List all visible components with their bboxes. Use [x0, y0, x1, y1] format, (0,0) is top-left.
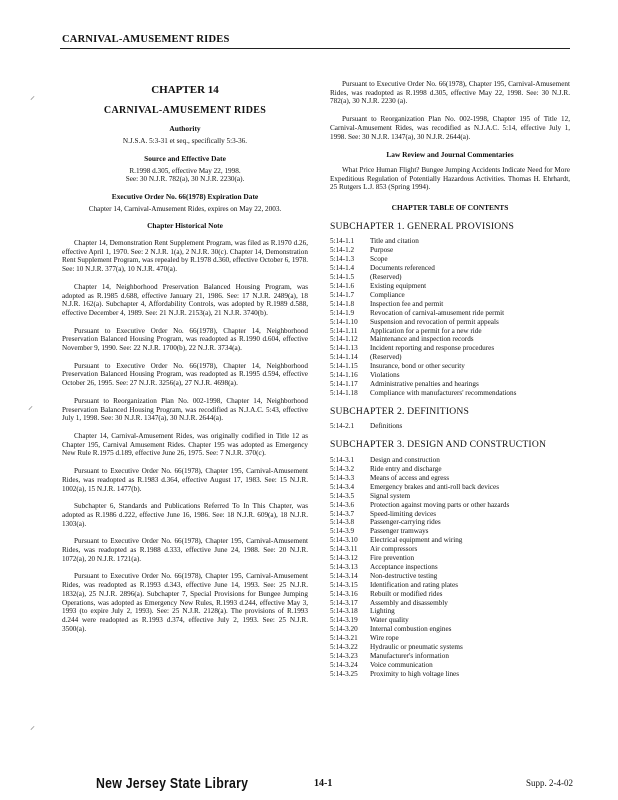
section-number: 5:14-3.20: [330, 625, 358, 634]
page-number: 14-1: [314, 778, 333, 789]
section-title: Protection against moving parts or other hazards: [370, 500, 510, 509]
section-title: Suspension and revocation of permit appeals: [370, 317, 499, 326]
authority-text: N.J.S.A. 5:3-31 et seq., specifically 5:3-36.: [122, 137, 248, 146]
historical-paragraph: Pursuant to Executive Order No. 66(1978), Chapter 14, Neighborhood Preservation Balanced Housing Program, was readopted as R.1990 d.604, effective November 9, 1990. See: 22 N.J.R. 1700(b), 22 N.J.R. 3734(a).: [62, 326, 308, 353]
section-number: 5:14-3.22: [330, 643, 358, 652]
section-title: Violations: [370, 371, 400, 380]
section-number: 5:14-3.8: [330, 518, 355, 527]
toc-entry: [330, 492, 570, 501]
toc-entry: [330, 465, 570, 474]
toc-entry: [330, 536, 570, 545]
toc-entry: [330, 670, 570, 679]
toc-entry: [330, 483, 570, 492]
subchapter-title: SUBCHAPTER 1. GENERAL PROVISIONS: [330, 220, 515, 232]
section-title: Hydraulic or pneumatic systems: [370, 643, 463, 652]
toc-entry: [330, 309, 570, 318]
section-title: Fire prevention: [370, 554, 415, 563]
historical-paragraph: Chapter 14, Neighborhood Preservation Balanced Housing Program, was adopted as R.1985 d.688, effective January 21, 1986. See: 17 N.J.R. 2489(a), 18 N.J.R. 162(a). Subchapter 4, Affordability Controls, was adopted by R.1989 d.588, effective December 4, 1989. See: 21 N.J.R. 2153(a), 21 N.J.R. 3740(b).: [62, 282, 308, 317]
section-title: Passenger-carrying rides: [370, 518, 441, 527]
exec-order-text: Chapter 14, Carnival-Amusement Rides, expires on May 22, 2003.: [88, 204, 282, 213]
section-number: 5:14-3.1: [330, 456, 355, 465]
section-number: 5:14-3.25: [330, 669, 358, 678]
table-of-contents: [330, 220, 570, 679]
source-text-2: See: 30 N.J.R. 782(a), 30 N.J.R. 2230(a).: [125, 175, 245, 184]
section-title: Incident reporting and response procedures: [370, 344, 495, 353]
toc-entry: [330, 237, 570, 246]
toc-entry: [330, 362, 570, 371]
section-number: 5:14-2.1: [330, 422, 355, 431]
historical-paragraph: Pursuant to Executive Order No. 66(1978), Chapter 195, Carnival-Amusement Rides, was readopted as R.1998 d.305, effective May 22, 1998. See: 30 N.J.R. 782(a), 30 N.J.R. 2230 (a).: [330, 80, 570, 106]
section-number: 5:14-1.10: [330, 317, 358, 326]
exec-order-heading: Executive Order No. 66(1978) Expiration Date: [111, 191, 259, 201]
section-title: Lighting: [370, 607, 395, 616]
law-review-heading: Law Review and Journal Commentaries: [386, 150, 514, 160]
section-title: Documents referenced: [370, 264, 435, 273]
historical-paragraph: Chapter 14, Demonstration Rent Supplement Program, was filed as R.1970 d.26, effective April 1, 1970. See: 2 N.J.R. 1(a), 2 N.J.R. 30(c). Chapter 14, Demonstration Rent Supplement Program, was repealed by R.1978 d.360, effective October 6, 1978. See: 10 N.J.R. 377(a), 10 N.J.R. 470(a).: [62, 239, 308, 274]
toc-entry: [330, 599, 570, 608]
section-title: Water quality: [370, 616, 409, 625]
section-number: 5:14-1.18: [330, 388, 358, 397]
section-title: (Reserved): [370, 353, 402, 362]
section-title: Administrative penalties and hearings: [370, 379, 479, 388]
toc-entry: [330, 327, 570, 336]
section-title: Title and citation: [370, 237, 419, 246]
header-rule: [60, 48, 570, 49]
chapter-number: CHAPTER 14: [151, 84, 219, 96]
section-number: 5:14-3.4: [330, 482, 355, 491]
section-title: Compliance: [370, 290, 405, 299]
toc-entry: [330, 634, 570, 643]
section-number: 5:14-3.11: [330, 545, 358, 554]
section-title: Speed-limiting devices: [370, 509, 437, 518]
toc-entry: [330, 572, 570, 581]
section-number: 5:14-3.24: [330, 660, 358, 669]
historical-paragraph: Pursuant to Executive Order No. 66(1978), Chapter 195, Carnival-Amusement Rides, was readopted as R.1988 d.333, effective June 24, 1988. See: 20 N.J.R. 1072(a), 20 N.J.R. 1721(a).: [62, 537, 308, 563]
section-title: Manufacturer's information: [370, 652, 449, 660]
section-title: Non-destructive testing: [370, 571, 438, 580]
toc-entry: [330, 563, 570, 572]
toc-entry: [330, 616, 570, 625]
section-number: 5:14-3.17: [330, 598, 358, 607]
section-title: Application for a permit for a new ride: [370, 326, 482, 335]
library-stamp: New Jersey State Library: [96, 775, 249, 792]
historical-paragraph: Pursuant to Reorganization Plan No. 002-1998, Chapter 195 of Title 12, Carnival-Amusement Rides, was recodified as N.J.A.C. 5:14, effective July 1, 1998. See: 30 N.J.R. 1347(a), 30 N.J.R. 2644(a).: [330, 115, 570, 141]
toc-entry: [330, 625, 570, 634]
section-title: Existing equipment: [370, 281, 427, 290]
section-number: 5:14-1.6: [330, 281, 355, 290]
section-title: Insurance, bond or other security: [370, 362, 465, 371]
section-title: Electrical equipment and wiring: [370, 536, 463, 545]
section-number: 5:14-1.11: [330, 326, 358, 335]
section-number: 5:14-1.16: [330, 371, 358, 380]
section-number: 5:14-1.15: [330, 362, 358, 371]
toc-entry: [330, 652, 570, 661]
section-title: Revocation of carnival-amusement ride permit: [370, 308, 505, 317]
section-title: Purpose: [370, 246, 394, 255]
section-title: Proximity to high voltage lines: [370, 669, 460, 678]
section-number: 5:14-3.6: [330, 500, 355, 509]
subchapter-title: SUBCHAPTER 2. DEFINITIONS: [330, 405, 470, 417]
section-title: Wire rope: [370, 634, 399, 643]
toc-entry: [330, 282, 570, 291]
toc-entry: [330, 518, 570, 527]
section-title: Air compressors: [370, 545, 418, 554]
law-review-text: What Price Human Flight? Bungee Jumping Accidents Indicate Need for More Expeditious Regulation of Potentially Hazardous Activities. Thomas H. Ehrhardt, 25 Rutgers L.J. 853 (Spring 1994).: [330, 165, 570, 192]
section-number: 5:14-1.8: [330, 299, 355, 308]
toc-entry: [330, 422, 570, 431]
toc-entry: [330, 318, 570, 327]
section-title: Scope: [370, 255, 388, 264]
section-title: Design and construction: [370, 456, 440, 465]
historical-paragraph: Pursuant to Executive Order No. 66(1978), Chapter 195, Carnival-Amusement Rides, was readopted as R.1993 d.343, effective June 14, 1993. See: 25 N.J.R. 1832(a), 25 N.J.R. 2896(a). Subchapter 7, Special Provisions for Bungee Jumping Operations, was adopted as Emergency New Rules, R.1993 d.244, effective May 3, 1993 (to expire July 2, 1993). See: 25 N.J.R. 2128(a). The provisions of R.1993 d.244 were readopted as R.1993 d.374, effective July 2, 1993. See: 25 N.J.R. 3500(a).: [62, 572, 308, 633]
section-number: 5:14-3.19: [330, 616, 358, 625]
left-column: [62, 80, 308, 642]
section-title: Signal system: [370, 491, 411, 500]
section-number: 5:14-3.23: [330, 652, 358, 660]
section-number: 5:14-3.7: [330, 509, 355, 518]
authority-heading: Authority: [169, 124, 201, 134]
toc-entry: [330, 255, 570, 264]
toc-entry: [330, 264, 570, 273]
section-title: Internal combustion engines: [370, 625, 452, 634]
toc-entry: [330, 545, 570, 554]
section-number: 5:14-1.12: [330, 335, 358, 344]
section-number: 5:14-3.21: [330, 634, 358, 643]
section-title: (Reserved): [370, 273, 402, 282]
toc-entry: [330, 371, 570, 380]
section-number: 5:14-3.2: [330, 464, 355, 473]
section-number: 5:14-3.9: [330, 527, 355, 536]
source-text-1: R.1998 d.305, effective May 22, 1998.: [129, 166, 241, 175]
historical-paragraph: Chapter 14, Carnival-Amusement Rides, was originally codified in Title 12 as Chapter 195, Carnival Amusement Rides. Chapter 195 was adopted as Emergency New Rule R.1975 d.189, effective June 26, 1975. See: 7 N.J.R. 370(c).: [62, 431, 308, 458]
section-number: 5:14-1.9: [330, 308, 355, 317]
source-heading: Source and Effective Date: [144, 153, 226, 163]
section-number: 5:14-1.17: [330, 379, 358, 388]
section-number: 5:14-3.16: [330, 589, 358, 598]
subchapter-title: SUBCHAPTER 3. DESIGN AND CONSTRUCTION: [330, 439, 547, 451]
section-title: Identification and rating plates: [370, 580, 459, 589]
section-title: Maintenance and inspection records: [370, 335, 474, 344]
toc-entry: [330, 554, 570, 563]
toc-entry: [330, 353, 570, 362]
section-title: Voice communication: [370, 660, 433, 669]
section-number: 5:14-3.18: [330, 607, 358, 616]
toc-entry: [330, 344, 570, 353]
section-number: 5:14-1.4: [330, 264, 355, 273]
historical-paragraph: Subchapter 6, Standards and Publications Referred To In This Chapter, was adopted as R.1986 d.222, effective June 16, 1986. See: 18 N.J.R. 609(a), 18 N.J.R. 1303(a).: [62, 502, 308, 528]
toc-entry: [330, 389, 570, 398]
toc-entry: [330, 607, 570, 616]
running-header: CARNIVAL-AMUSEMENT RIDES: [62, 34, 230, 45]
toc-entry: [330, 246, 570, 255]
historical-paragraph: Pursuant to Executive Order No. 66(1978), Chapter 195, Carnival-Amusement Rides, was readopted as R.1983 d.364, effective August 17, 1983. See: 15 N.J.R. 1002(a), 15 N.J.R. 1477(b).: [62, 467, 308, 493]
section-number: 5:14-3.15: [330, 580, 358, 589]
section-title: Emergency brakes and anti-roll back devices: [370, 482, 499, 491]
section-number: 5:14-1.2: [330, 246, 355, 255]
historical-paragraph: Pursuant to Executive Order No. 66(1978), Chapter 14, Neighborhood Preservation Balanced Housing Program, was readopted as R.1995 d.594, effective October 26, 1995. See: 27 N.J.R. 3256(a), 27 N.J.R. 4698(a).: [62, 361, 308, 388]
toc-entry: [330, 527, 570, 536]
right-column: [330, 80, 570, 679]
toc-entry: [330, 300, 570, 309]
toc-entry: [330, 335, 570, 344]
toc-entry: [330, 581, 570, 590]
toc-entry: [330, 474, 570, 483]
section-number: 5:14-1.1: [330, 237, 355, 246]
section-title: Inspection fee and permit: [370, 299, 444, 308]
historical-paragraph: Pursuant to Reorganization Plan No. 002-1998, Chapter 14, Neighborhood Preservation Balanced Housing Program, was recodified as N.J.A.C. 5:43, effective July 1, 1998. See: 30 N.J.R. 1347(a), 30 N.J.R. 2644(a).: [62, 396, 308, 423]
toc-entry: [330, 510, 570, 519]
chapter-title: CARNIVAL-AMUSEMENT RIDES: [103, 104, 267, 116]
toc-heading: CHAPTER TABLE OF CONTENTS: [391, 203, 509, 213]
section-number: 5:14-1.13: [330, 344, 358, 353]
section-number: 5:14-1.5: [330, 273, 355, 282]
section-title: Definitions: [370, 422, 403, 431]
section-title: Means of access and egress: [370, 473, 450, 482]
section-number: 5:14-3.14: [330, 571, 358, 580]
supplement-date: Supp. 2-4-02: [526, 778, 573, 788]
toc-entry: [330, 456, 570, 465]
section-number: 5:14-3.5: [330, 491, 355, 500]
section-number: 5:14-3.13: [330, 562, 358, 571]
margin-mark: ⸝: [30, 91, 35, 102]
section-title: Assembly and disassembly: [370, 598, 448, 607]
section-title: Compliance with manufacturers' recommendations: [370, 388, 517, 397]
section-number: 5:14-1.14: [330, 353, 358, 362]
section-number: 5:14-3.12: [330, 554, 358, 563]
section-title: Rebuilt or modified rides: [370, 589, 443, 598]
section-title: Acceptance inspections: [370, 562, 438, 571]
historical-note-heading: Chapter Historical Note: [147, 221, 223, 231]
toc-entry: [330, 380, 570, 389]
section-number: 5:14-3.10: [330, 536, 358, 545]
toc-entry: [330, 273, 570, 282]
toc-entry: [330, 590, 570, 599]
margin-mark: ⸝: [30, 721, 35, 732]
toc-entry: [330, 501, 570, 510]
toc-entry: [330, 661, 570, 670]
section-number: 5:14-3.3: [330, 473, 355, 482]
section-title: Passenger tramways: [370, 527, 429, 536]
section-number: 5:14-1.7: [330, 290, 355, 299]
margin-mark: ⸝: [28, 401, 33, 412]
toc-entry: [330, 643, 570, 652]
section-number: 5:14-1.3: [330, 255, 355, 264]
toc-entry: [330, 291, 570, 300]
section-title: Ride entry and discharge: [370, 464, 442, 473]
